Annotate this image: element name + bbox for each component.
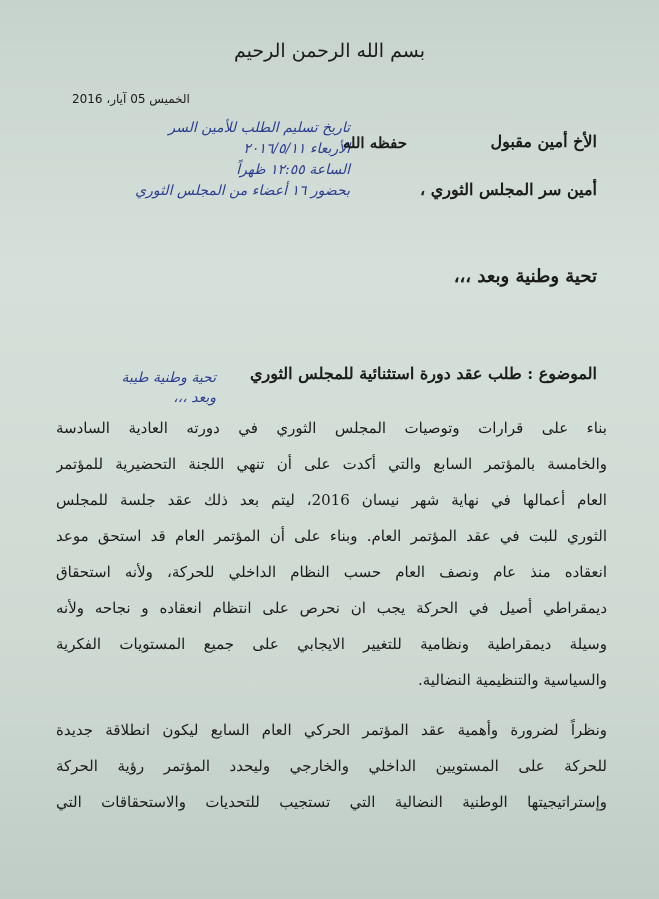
body-line: وسيلة ديمقراطية ونظامية للتغيير الايجابي على جميع المستويات الفكرية — [56, 635, 607, 653]
body-line: والسياسية والتنظيمية النضالية. — [418, 671, 607, 689]
body-line: وإستراتيجيتها الوطنية النضالية التي تستجيب للتحديات والاستحقاقات التي — [56, 793, 607, 811]
letter-date: الخميس 05 آيار، 2016 — [72, 92, 190, 106]
recipient-honorific: حفظه الله — [342, 134, 407, 152]
body-line: بناء على قرارات وتوصيات المجلس الثوري في دورته العادية السادسة — [56, 419, 607, 437]
body-line: والخامسة بالمؤتمر السابع والتي أكدت على أن تنهي اللجنة التحضيرية للمؤتمر — [56, 455, 607, 473]
greeting: تحية وطنية وبعد ،،، — [453, 266, 597, 287]
handwritten-line: تاريخ تسليم الطلب للأمين السر — [168, 120, 350, 136]
handwritten-margin-note — [56, 368, 216, 408]
subject-line: الموضوع : طلب عقد دورة استثنائية للمجلس الثوري — [249, 364, 597, 383]
handwritten-line: بحضور ١٦ أعضاء من المجلس الثوري — [135, 183, 350, 199]
basmala-heading: بسم الله الرحمن الرحيم — [234, 40, 425, 62]
body-line: الثوري للبت في عقد المؤتمر العام. وبناء على أن المؤتمر العام قد استحق موعد — [56, 527, 607, 545]
handwritten-receipt-note — [135, 118, 350, 202]
handwritten-line: الأربعاء ٢٠١٦/٥/١١ — [243, 141, 350, 157]
handwritten-line: تحية وطنية طيبة — [121, 370, 216, 386]
recipient-name: الأخ أمين مقبول — [490, 132, 597, 151]
handwritten-line: الساعة ١٢:٥٥ ظهراً — [236, 162, 350, 178]
recipient-title: أمين سر المجلس الثوري ، — [420, 180, 597, 199]
body-line: انعقاده منذ عام ونصف العام حسب النظام الداخلي للحركة، ولأنه استحقاق — [56, 563, 607, 581]
body-line: العام أعمالها في نهاية شهر نيسان 2016، ليتم بعد ذلك عقد جلسة للمجلس — [56, 491, 607, 509]
body-line: للحركة على المستويين الداخلي والخارجي وليحدد المؤتمر رؤية الحركة — [56, 757, 607, 775]
paragraph-2 — [56, 712, 607, 820]
body-line: ديمقراطي أصيل في الحركة يجب ان نحرص على انتظام انعقاده و نجاحه ولأنه — [56, 599, 607, 617]
body-line: ونظراً لضرورة وأهمية عقد المؤتمر الحركي العام السابع ليكون انطلاقة جديدة — [56, 721, 607, 739]
paragraph-1 — [56, 410, 607, 698]
letter-body — [56, 410, 607, 820]
handwritten-line: وبعد ،،، — [173, 390, 216, 406]
